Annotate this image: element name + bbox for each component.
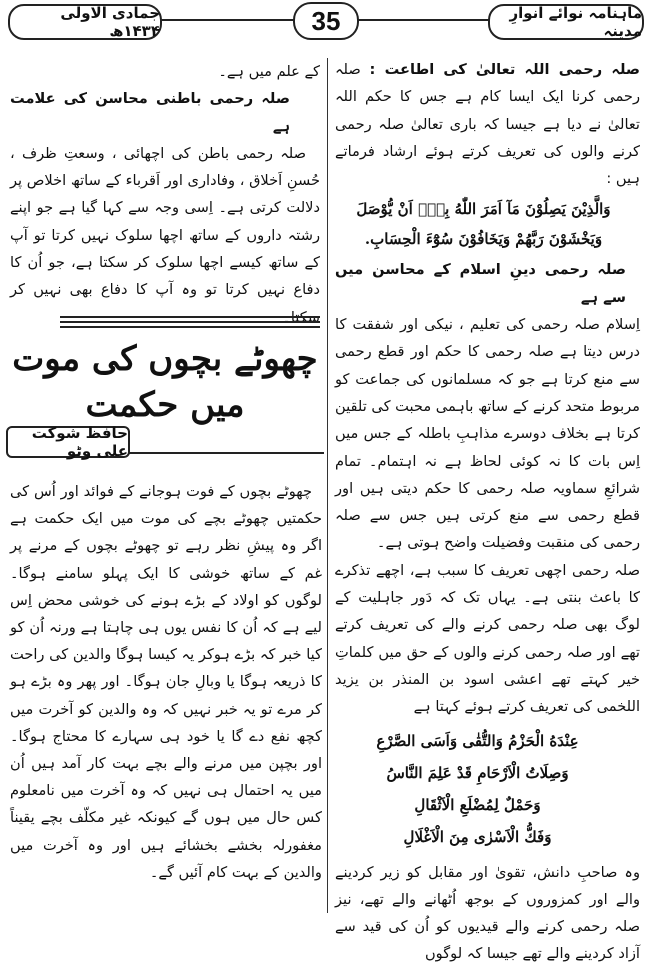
right-column	[335, 56, 640, 968]
column-divider	[327, 58, 328, 913]
poem-line-4: وَفَكُّ الْاَسْرٰى مِنَ الْاَغْلَالِ	[403, 827, 552, 846]
left-para-1: کے علم میں ہے۔	[218, 63, 320, 80]
page-header	[0, 0, 650, 42]
left-column-top	[10, 58, 320, 331]
poem-line-3: وَحَمْلٌ لِمُضْلَعِ الْاَثْقَالِ	[414, 795, 541, 814]
right-para-5: وہ صاحبِ دانش، تقویٰ اور مقابل کو زیر کردینے والے اور کمزوروں کے بوجھ اُٹھانے والے تھے، نیز صلہ رحمی کرنے والے قیدیوں کو اُن کی قید سے آزاد کردینے والے تھے جیسا کہ لوگوں	[335, 863, 640, 963]
magazine-name: ماہنامہ نوائے انوارِ مدینہ	[488, 4, 644, 40]
section-heading: صلہ رحمی اللہ تعالیٰ کی اطاعت :	[369, 61, 640, 78]
header-rule-left	[157, 19, 294, 21]
article-body	[10, 478, 322, 886]
section-rule-2	[60, 321, 320, 323]
section-rule-1	[60, 316, 320, 318]
right-para-1	[335, 56, 640, 192]
right-para-4: صلہ رحمی اچھی تعریف کا سبب ہے، اچھے تذکرے کا باعث بنتی ہے۔ یہاں تک کہ دَور جاہلیت کے لوگ بھی صلہ رحمی کرنے والے کی تعریف کرتے تھے اور صلہ رحمی کرنے والوں کے حق میں کلماتِ خیر کہتے تھے اعشی اسود بن المنذر بن یزید اللخمی کی تعریف کرتے ہوئے کہتا ہے	[335, 561, 640, 716]
section-heading-2: صلہ رحمی دینِ اسلام کے محاسن میں سے ہے	[335, 261, 626, 306]
article-body-text: چھوٹے بچوں کے فوت ہوجانے کے فوائد اور اُس کی حکمتیں چھوٹے بچے کی موت میں ایک حکمت ہے اگر وہ پیشِ نظر رہے تو چھوٹے بچوں کے مرنے پر غم کے ساتھ خوشی کا ایک پہلو سامنے ہوگا۔ لوگوں کو اولاد کے بڑے ہونے کی خوشی محض اِس لیے ہے کہ اُن کا نفس یوں ہی چاہتا ہے ورنہ اُن کو کیا خبر کہ بڑے ہوکر یہ کیسا ہوگا والدین کی راحت کا ذریعہ ہوگا یا وبالِ جان ہوگا۔ اور پھر وہ بڑے ہو کر مرے تو یہ خبر نہیں کہ وہ والدین کو آخرت میں کچھ نفع دے گا یا خود ہی سہارے کا محتاج ہوگا۔ اور بچپن میں مرنے والے بچے بہت کار آمد ہیں اُن میں یہ احتمال ہی نہیں کہ وہ آخرت میں نامعلوم کس حال میں ہوں گے کیونکہ غیر مکلّف بچے یقیناً مغفورلہ بخشے بخشائے ہیں اور وہ آخرت میں والدین کے بہت کام آئیں گے۔	[10, 483, 322, 881]
author-name: حافظ شوکت علی وٹو	[6, 426, 130, 458]
left-para-3: صلہ رحمی باطن کی اچھائی ، وسعتِ ظرف ، حُسنِ اَخلاق ، وفاداری اور اَقرباء کے ساتھ اخلاص پر دلالت کرتی ہے۔ اِسی وجہ سے کہا گیا ہے جو اپنے رشتہ داروں کے ساتھ اچھا سلوک نہیں کرتا تو آپ کے ساتھ کیسے اچھا سلوک کر سکتا ہے، جو اُن کا دفاع نہیں کرتا تو وہ آپ کا دفاع بھی نہیں کر	[10, 144, 320, 299]
right-para-3: اِسلام صلہ رحمی کی تعلیم ، نیکی اور شفقت کا درس دیتا ہے صلہ رحمی کا حکم اور قطع رحمی سے منع کرتا ہے جو کہ مسلمانوں کی جماعت کو مربوط متحد کرنے کے ساتھ باہمی محبت کی تلقین کرتا ہے بخلاف دوسرے مذاہبِ باطلہ کے جس میں اِس بات کا نہ کوئی لحاظ ہے نہ اہتمام۔ تمام شرائعِ سماویہ صلہ رحمی کا حکم دیتی ہیں اور قطع رحمی سے منع کرتی ہیں جس سے صلہ رحمی کی منقبت وفضیلت واضح ہوتی ہے۔	[335, 316, 640, 552]
author-rule	[128, 452, 324, 454]
poem-line-1: عِنْدَهُ الْحَزْمُ وَالتُّقٰى وَاَسَى الصَّرْعِ	[376, 731, 579, 750]
header-rule-right	[355, 19, 489, 21]
quran-verse: وَالَّذِيْنَ يَصِلُوْنَ مَآ اَمَرَ اللّٰهُ بِهٖٓ اَنْ يُّوْصَلَ وَيَخْشَوْنَ رَبَّهُمْ وَيَخَافُوْنَ سُوْٓءَ الْحِسَابِ.	[356, 200, 611, 249]
poem-line-2: وَصِلَاتُ الْاَرْحَامِ قَدْ عَلِمَ النَّاسُ	[386, 763, 569, 782]
article-title: چھوٹے بچوں کی موت میں حکمت	[12, 339, 318, 425]
left-heading: صلہ رحمی باطنی محاسن کی علامت ہے	[10, 90, 290, 135]
page-number: 35	[293, 2, 359, 40]
issue-date: جمادی الاولی ۱۴۳۴ھ	[8, 4, 162, 40]
right-para-1-text: صلہ رحمی کرنا ایک ایسا کام ہے جس کا حکم اللہ تعالیٰ نے دیا ہے جیسا کہ باری تعالیٰ صلہ رحمی کرنے والوں کی تعریف کرتے ہوئے ارشاد فرماتے ہیں :	[335, 61, 640, 188]
section-rule-3	[60, 326, 320, 328]
